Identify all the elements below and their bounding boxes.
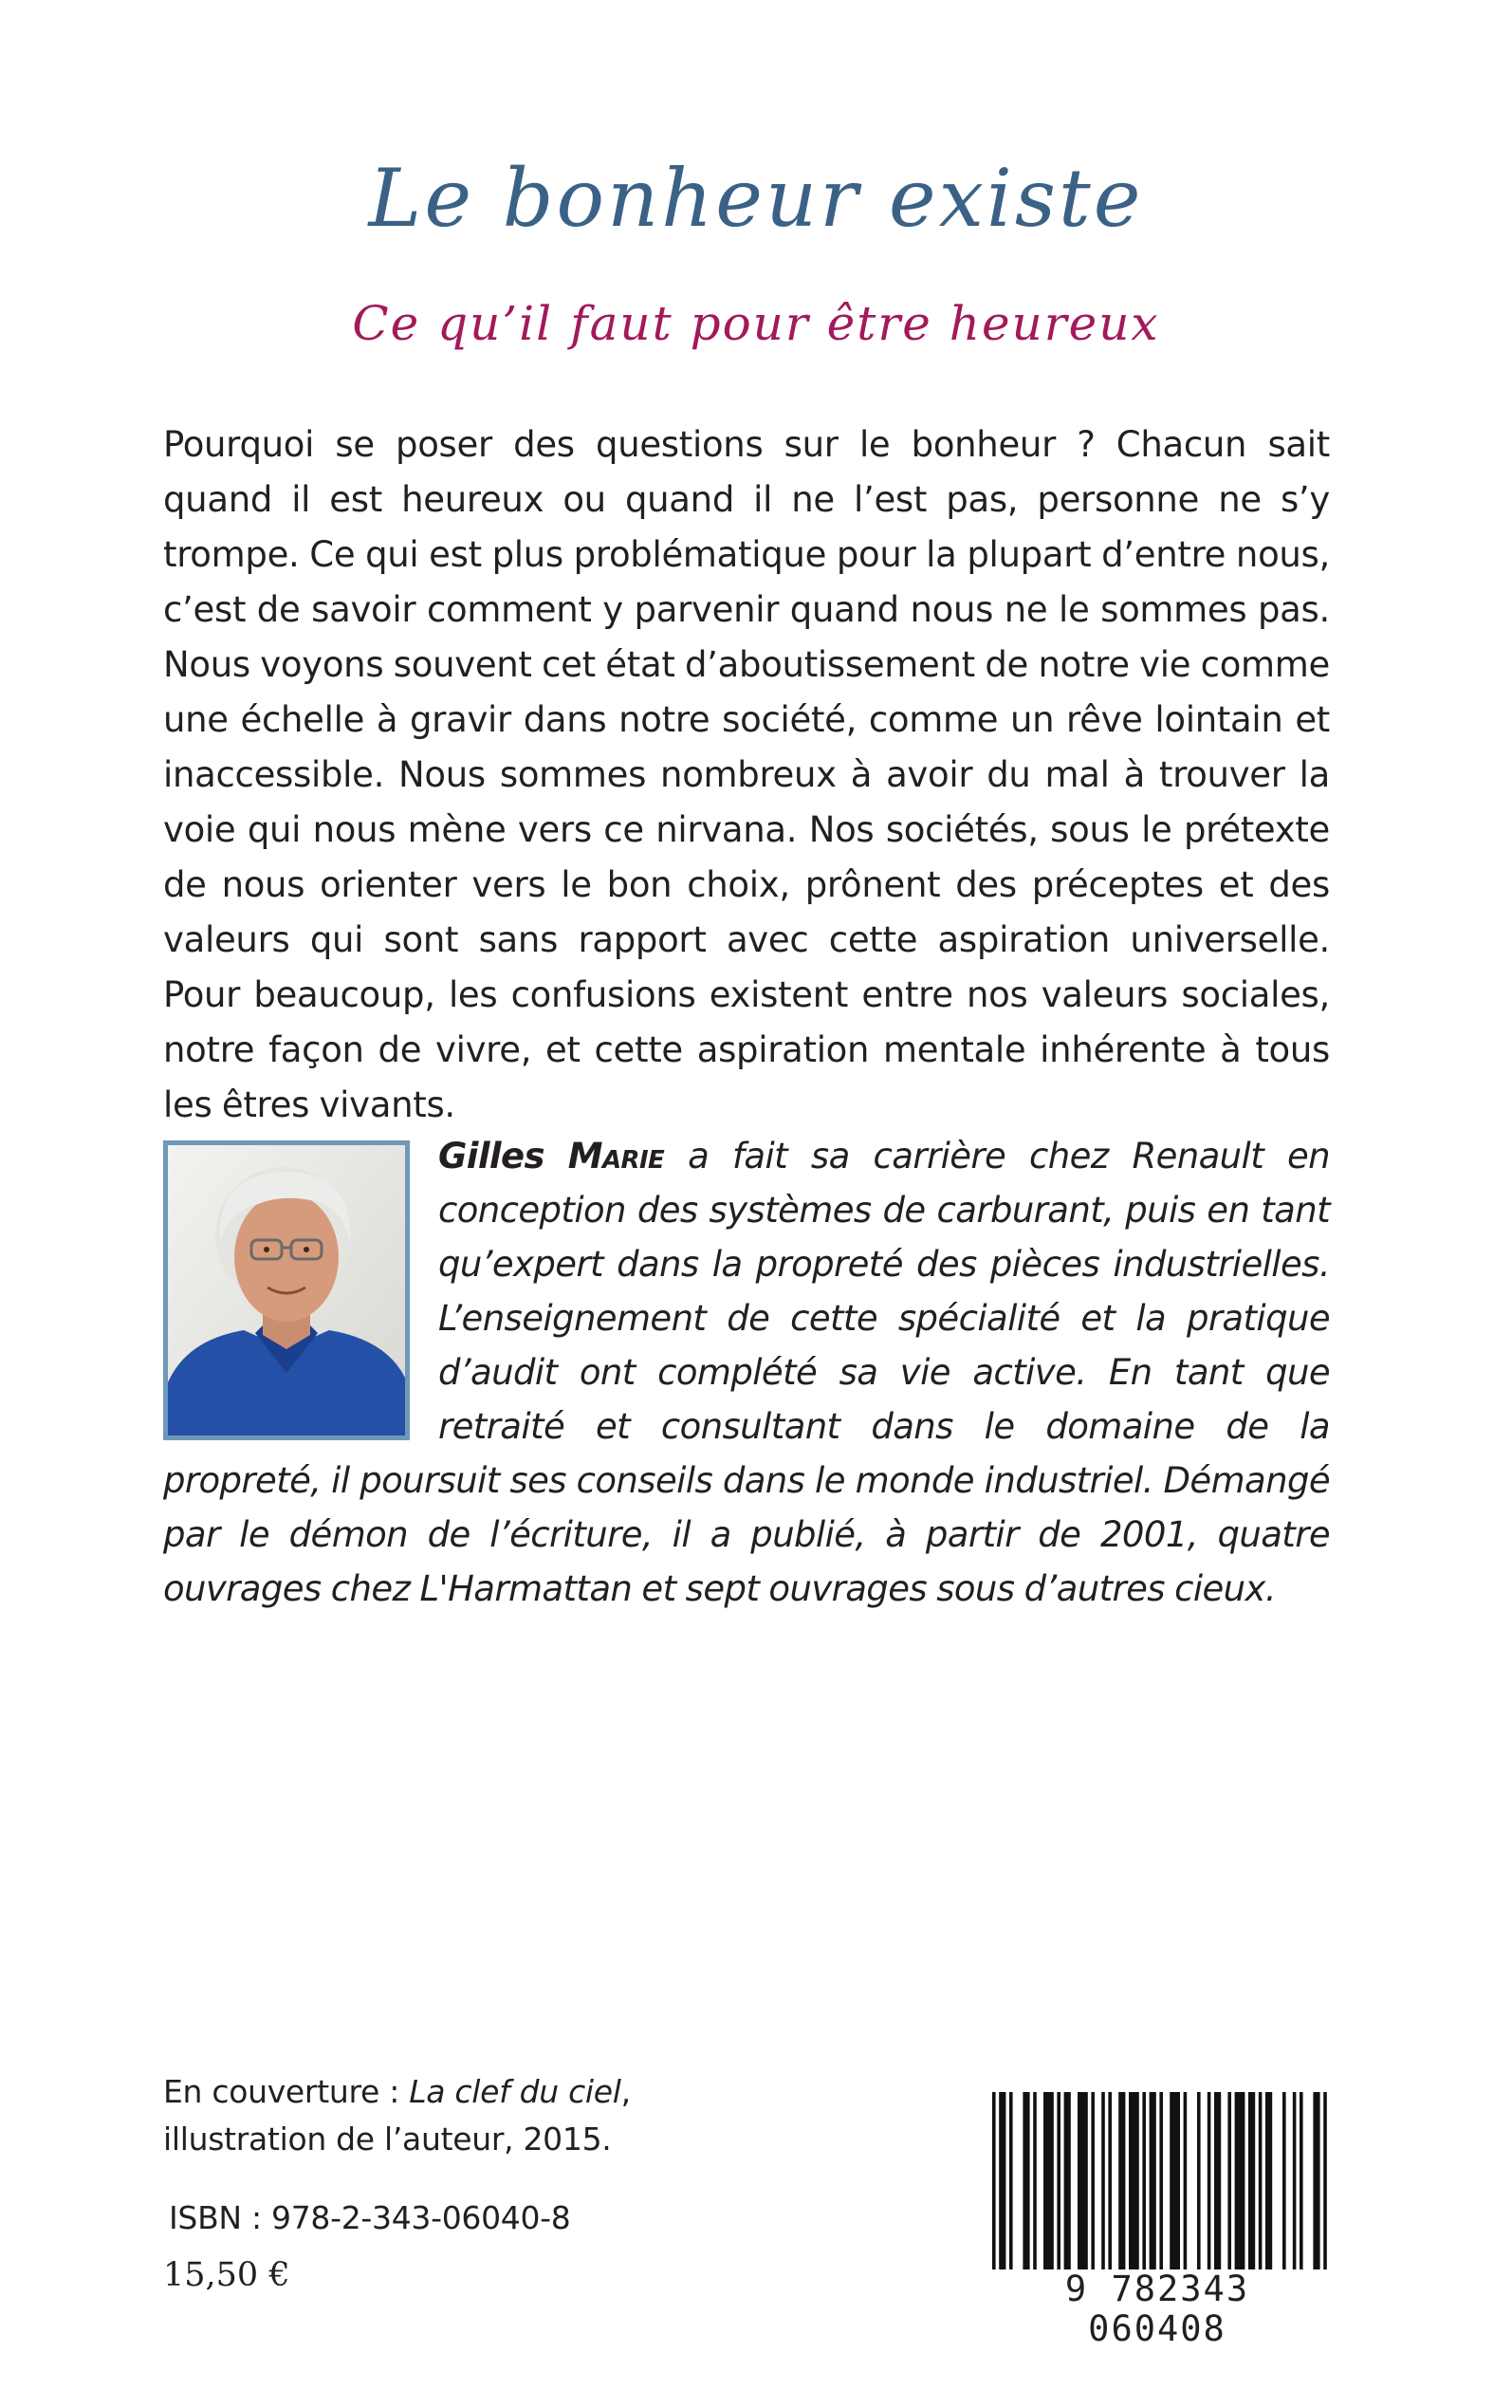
isbn: ISBN : 978-2-343-06040-8 [169, 2199, 571, 2236]
barcode-bar [1208, 2092, 1211, 2277]
barcode-bar [1184, 2092, 1188, 2277]
barcode-bar [1142, 2092, 1146, 2277]
barcode-bar [999, 2092, 1005, 2277]
barcode-bar [1057, 2092, 1060, 2277]
barcode-bar [1108, 2092, 1112, 2277]
barcode-bar [1101, 2092, 1105, 2277]
barcode-bar [1129, 2092, 1139, 2277]
author-first-name: Gilles [438, 1136, 544, 1176]
barcode-bar [1197, 2092, 1201, 2277]
barcode-digits: 9 782343 060408 [986, 2269, 1328, 2349]
barcode-bar [1265, 2092, 1272, 2277]
barcode-bar [1235, 2092, 1245, 2277]
barcode-bar [1214, 2092, 1221, 2277]
barcode-bar [1033, 2092, 1037, 2277]
barcode-bar [1293, 2092, 1297, 2277]
barcode-bar [1323, 2092, 1327, 2277]
author-last-name: Marie [567, 1136, 665, 1176]
author-photo [163, 1140, 410, 1440]
barcode-bar [1259, 2092, 1263, 2277]
barcode-bar [992, 2092, 996, 2277]
barcode-bar [1023, 2092, 1029, 2277]
barcode-bar [1009, 2092, 1013, 2277]
barcode-bar [1227, 2092, 1231, 2277]
book-subtitle: Ce qu’il faut pour être heureux [352, 296, 1160, 351]
cover-credit-line2: illustration de l’auteur, 2015. [163, 2121, 612, 2158]
barcode-bar [1078, 2092, 1088, 2277]
barcode-bars [986, 2092, 1328, 2287]
barcode-bar [1064, 2092, 1071, 2277]
price: 15,50 € [163, 2256, 290, 2294]
barcode-bar [1150, 2092, 1156, 2277]
book-title: Le bonheur existe [368, 152, 1144, 245]
barcode-bar [1170, 2092, 1180, 2277]
barcode-bar [1043, 2092, 1054, 2277]
cover-credit-work: La clef du ciel [409, 2073, 621, 2110]
barcode-bar [1300, 2092, 1303, 2277]
cover-credit-suffix: , [620, 2073, 631, 2110]
barcode-bar [1282, 2092, 1286, 2277]
barcode-bar [1313, 2092, 1319, 2277]
cover-credit-prefix: En couverture : [163, 2073, 410, 2110]
barcode-bar [1159, 2092, 1163, 2277]
barcode-bar [1091, 2092, 1095, 2277]
barcode-bar [1248, 2092, 1255, 2277]
cover-credit [163, 2068, 827, 2163]
barcode-bar [1118, 2092, 1125, 2277]
barcode [986, 2092, 1328, 2287]
author-bio [163, 1129, 1330, 1616]
back-cover-blurb: Pourquoi se poser des questions sur le bonheur ? Chacun sait quand il est heureux ou quand il ne l’est pas, personne ne s’y trompe. Ce qui est plus problématique pour la plupart d’entre nous, c’est de savoir comment y parvenir quand nous ne le sommes pas. Nous voyons souvent cet état d’aboutissement de notre vie comme une échelle à gravir dans notre société, comme un rêve lointain et inaccessible. Nous sommes nombreux à avoir du mal à trouver la voie qui nous mène vers ce nirvana. Nos sociétés, sous le prétexte de nous orienter vers le bon choix, prônent des préceptes et des valeurs qui sont sans rapport avec cette aspiration universelle. Pour beaucoup, les confusions existent entre nos valeurs sociales, notre façon de vivre, et cette aspiration mentale inhérente à tous les êtres vivants. [163, 424, 1330, 1125]
author-bio-text: a fait sa carrière chez Renault en conception des systèmes de carburant, puis en tant qu’expert dans la propreté des pièces industrielles. L’enseignement de cette spécialité et la pratique d’audit ont complété sa vie active. En tant que retraité et consultant dans le domaine de la propreté, il poursuit ses conseils dans le monde industriel. Démangé par le démon de l’écriture, il a publié, à partir de 2001, quatre ouvrages chez L'Harmattan et sept ouvrages sous d’autres cieux. [163, 1136, 1330, 1609]
